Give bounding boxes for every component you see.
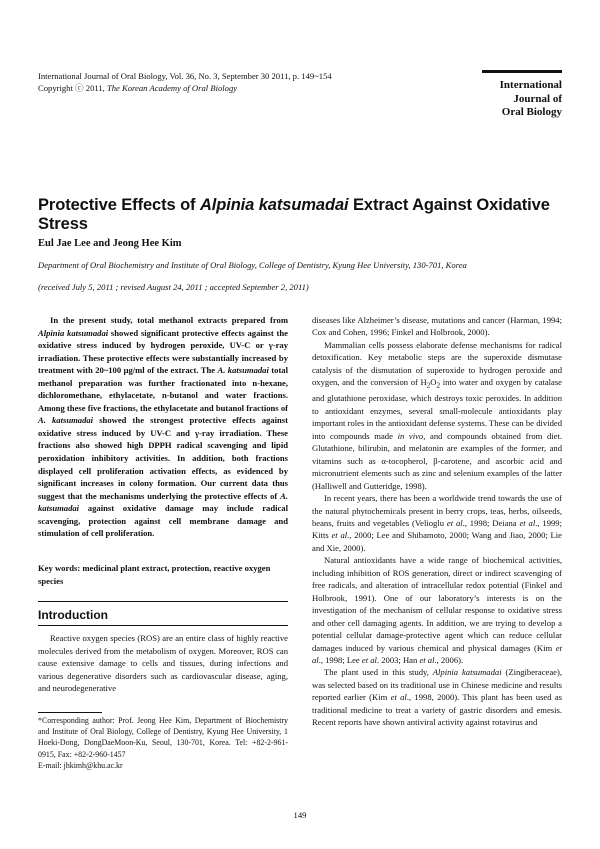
text-run: ., 1998; Lee — [318, 654, 362, 665]
received-dates: (received July 5, 2011 ; revised August 24, 2011 ; accepted September 2, 2011) — [38, 282, 309, 292]
copyright-icon: ⓒ — [75, 83, 84, 93]
paragraph-natural-antioxidants — [312, 554, 562, 666]
text-run: The plant used in this study, — [324, 667, 433, 678]
page-number: 149 — [293, 810, 307, 820]
title-part-2: Extract Against Oxidative Stress — [38, 196, 550, 233]
abstract-species: A. katsumadai — [38, 415, 94, 426]
copyright-academy: The Korean Academy of Oral Biology — [106, 83, 238, 93]
text-run: Natural antioxidants have a wide range of biochemical activities, including inhibition of ROS generation, direct or indirect scavenging of free radicals, and alteration of intracellular redox potential (Finkel and Holbrook, 1991). One of our laboratory’s interests is on the investigation of the mechanism of cellular response to oxidative stress and other cell damaging agents. In addition, we are trying to develop a potential cellular damage-protective agent which can reduce cellular damages induced by various chemical and physical damages (Kim — [312, 555, 562, 653]
corresponding-author-footnote — [38, 715, 288, 771]
paragraph-plant-used — [312, 666, 562, 728]
journal-citation: International Journal of Oral Biology, Vol. 36, No. 3, September 30 2011, p. 149~154 — [38, 71, 332, 81]
journal-name-line-3: Oral Biology — [501, 106, 562, 118]
text-run: ., 2000; Lee and Shibamoto, 2000; Wang and Jiao, 2000; Lie and Xie, 2000). — [312, 530, 562, 553]
running-header — [38, 70, 458, 94]
text-run: ., 1999; Kitts — [312, 517, 562, 541]
footnote-rule — [38, 712, 102, 713]
copyright-prefix: Copyright — [38, 83, 73, 93]
text-run: , and compounds obtained from diet. Glutathione, bilirubin, and melatonin are examples of the former, and vitamins such as α-tocopherol, β-carotene, and ascorbic acid and micronutrient elements such as zinc and selenium examples of the latter (Halliwell and Gutteridge, 1998). — [312, 430, 562, 491]
abstract — [38, 314, 288, 540]
title-part-1: Protective Effects of — [38, 196, 200, 214]
author-list: Eul Jae Lee and Jeong Hee Kim — [38, 238, 182, 249]
right-column — [312, 314, 562, 729]
keywords: Key words: medicinal plant extract, protection, reactive oxygen species — [38, 563, 271, 586]
abstract-text: In the present study, total methanol extracts prepared from — [50, 315, 288, 325]
italic-term: et al — [419, 654, 435, 665]
abstract-text: total methanol preparation was further fractionated into n-hexane, dichloromethane, ethylacetate, n-butanol and water fractions. Among these five fractions, the ethylacetate and butanol fractions of — [38, 365, 288, 413]
copyright-line — [38, 82, 458, 94]
journal-name-box — [482, 70, 562, 120]
introduction-paragraph: Reactive oxygen species (ROS) are an entire class of highly reactive molecules derived from the metabolism of oxygen. Moreover, ROS can cause extensive damage to cells and tissues, during infections and various degenerative disorders such as cardiovascular disease, aging, and neurodegenerative — [38, 633, 288, 693]
text-run: ., 2006). — [434, 654, 464, 665]
paragraph-continued: diseases like Alzheimer’s disease, mutations and cancer (Harman, 1994; Cox and Cohen, 1996; Finkel and Holbrook, 2000). — [312, 315, 562, 338]
paragraph-defense-mechanisms — [312, 339, 562, 492]
abstract-text: showed the strongest protective effects against oxidative stress induced by UV-C and γ-ray irradiation. These fractions also showed high DPPH radical scavenging and lipid peroxidation inhibitory activities. In addition, both fractions displayed cell proliferation activation effects, as evidenced by significant increases in colony formation. Our current data thus suggest that the mechanisms underlying the protective effects of — [38, 415, 288, 501]
abstract-species: Alpinia katsumadai — [38, 327, 109, 338]
abstract-text: showed significant protective effects against the oxidative stress induced by hydrogen peroxide, UV-C or γ-ray irradiation. These protective effects were substantially increased by treatment with 20~100 μg/ml of the extract. The — [38, 327, 288, 376]
italic-term: et al — [446, 517, 463, 528]
abstract-species: A. katsumadai — [217, 365, 269, 376]
copyright-year: 2011, — [85, 83, 105, 93]
journal-name-line-2: Journal of — [513, 92, 562, 105]
text-run: . 2003; Han — [376, 654, 420, 665]
footnote-email: E-mail: jhkimh@khu.ac.kr — [38, 760, 123, 770]
abstract-text: against oxidative damage may include radical scavenging, protection against cell membrane damage and stimulation of cell proliferation. — [38, 503, 288, 539]
title-species: Alpinia katsumadai — [199, 196, 349, 214]
italic-term: et al — [519, 517, 536, 528]
italic-term: et al — [331, 530, 348, 541]
footnote-text: *Corresponding author: Prof. Jeong Hee Kim, Department of Biochemistry and Institute of Oral Biology, College of Dentistry, Kyung Hee University, 1 Hoeki-Dong, DongDaeMoon-Ku, Seoul, 130-701, Korea. Tel: +82-2-961-0915, Fax: +82-2-960-1457 — [38, 716, 288, 759]
italic-term: Alpinia katsumadai — [432, 667, 502, 678]
italic-term: et al — [390, 692, 407, 703]
paragraph-phytochemicals — [312, 492, 562, 554]
section-rule-top — [38, 601, 288, 602]
italic-term: et al — [361, 654, 377, 665]
text-run: ., 1998, 2000). This plant has been used as traditional medicine to treat a variety of gastric disorders and emesis. Recent reports have shown antiviral activity against rotavirus and — [312, 692, 562, 728]
italic-term: in vivo — [397, 430, 424, 441]
subscript: 2 — [426, 381, 431, 390]
text-run: ., 1998; Deiana — [462, 517, 520, 528]
introduction-heading: Introduction — [38, 608, 108, 622]
journal-name-line-1: International — [499, 79, 562, 91]
italic-term: et al — [312, 642, 562, 665]
text-run: into water and oxygen by catalase and glutathione peroxidase, which destroys toxic peroxides. In addition to antioxidant enzymes, several small-molecule antioxidants play important roles in the antioxidant defense systems. These can be divided into compounds made — [312, 377, 562, 441]
affiliation: Department of Oral Biochemistry and Institute of Oral Biology, College of Dentistry, Kyung Hee University, 130-701, Korea — [38, 260, 467, 270]
text-run: In recent years, there has been a worldwide trend towards the use of the natural phytochemicals present in berry crops, teas, herbs, oilseeds, beans, fruits and vegetables (Velioglu — [312, 493, 562, 528]
article-title — [38, 196, 568, 234]
section-rule-bottom — [38, 625, 288, 626]
subscript: 2 — [436, 381, 441, 390]
text-run: (Zingiberaceae), was selected based on its traditional use in Chinese medicine and results reported earlier (Kim — [312, 667, 562, 703]
abstract-species: A. katsumadai — [38, 490, 288, 514]
text-run: O — [430, 377, 437, 388]
text-run: Mammalian cells possess elaborate defense mechanisms for radical detoxification. Key metabolic steps are the superoxide dismutase catalysis of the dismutation of superoxide to hydrogen peroxide and oxygen, and the conversion of H — [312, 339, 562, 388]
